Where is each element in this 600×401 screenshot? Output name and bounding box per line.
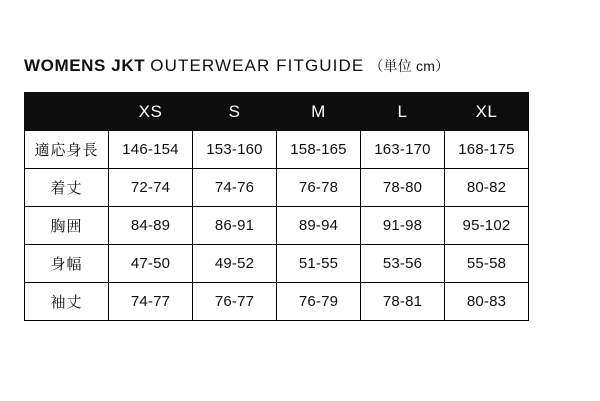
cell-sleeve-m: 76-79: [277, 283, 361, 321]
page-title-product: WOMENS JKT: [24, 56, 146, 75]
cell-height-xl: 168-175: [445, 131, 529, 169]
column-header-xl: XL: [445, 93, 529, 131]
row-label-width: 身幅: [25, 245, 109, 283]
cell-chest-xl: 95-102: [445, 207, 529, 245]
cell-height-m: 158-165: [277, 131, 361, 169]
cell-length-xl: 80-82: [445, 169, 529, 207]
page-title-category: OUTERWEAR FITGUIDE: [150, 56, 365, 75]
cell-sleeve-l: 78-81: [361, 283, 445, 321]
cell-length-m: 76-78: [277, 169, 361, 207]
cell-length-l: 78-80: [361, 169, 445, 207]
cell-chest-m: 89-94: [277, 207, 361, 245]
cell-length-s: 74-76: [193, 169, 277, 207]
size-table-container: [24, 92, 528, 321]
table-header: [25, 93, 529, 131]
page-title: [24, 56, 449, 76]
column-header-xs: XS: [109, 93, 193, 131]
cell-length-xs: 72-74: [109, 169, 193, 207]
cell-width-l: 53-56: [361, 245, 445, 283]
column-header-s: S: [193, 93, 277, 131]
row-label-sleeve: 袖丈: [25, 283, 109, 321]
cell-sleeve-xs: 74-77: [109, 283, 193, 321]
cell-width-xl: 55-58: [445, 245, 529, 283]
cell-height-l: 163-170: [361, 131, 445, 169]
table-row: [25, 169, 529, 207]
table-row: [25, 283, 529, 321]
row-label-height: 適応身長: [25, 131, 109, 169]
table-body: [25, 131, 529, 321]
cell-sleeve-xl: 80-83: [445, 283, 529, 321]
column-header-m: M: [277, 93, 361, 131]
row-label-chest: 胸囲: [25, 207, 109, 245]
cell-width-xs: 47-50: [109, 245, 193, 283]
table-row: [25, 131, 529, 169]
column-header-l: L: [361, 93, 445, 131]
cell-sleeve-s: 76-77: [193, 283, 277, 321]
cell-height-s: 153-160: [193, 131, 277, 169]
table-row: [25, 207, 529, 245]
row-label-length: 着丈: [25, 169, 109, 207]
table-corner-cell: [25, 93, 109, 131]
cell-chest-xs: 84-89: [109, 207, 193, 245]
page-title-unit: （単位 cm）: [369, 58, 450, 74]
table-row: [25, 245, 529, 283]
cell-chest-l: 91-98: [361, 207, 445, 245]
cell-chest-s: 86-91: [193, 207, 277, 245]
size-table: [24, 92, 529, 321]
cell-height-xs: 146-154: [109, 131, 193, 169]
cell-width-m: 51-55: [277, 245, 361, 283]
cell-width-s: 49-52: [193, 245, 277, 283]
table-header-row: [25, 93, 529, 131]
